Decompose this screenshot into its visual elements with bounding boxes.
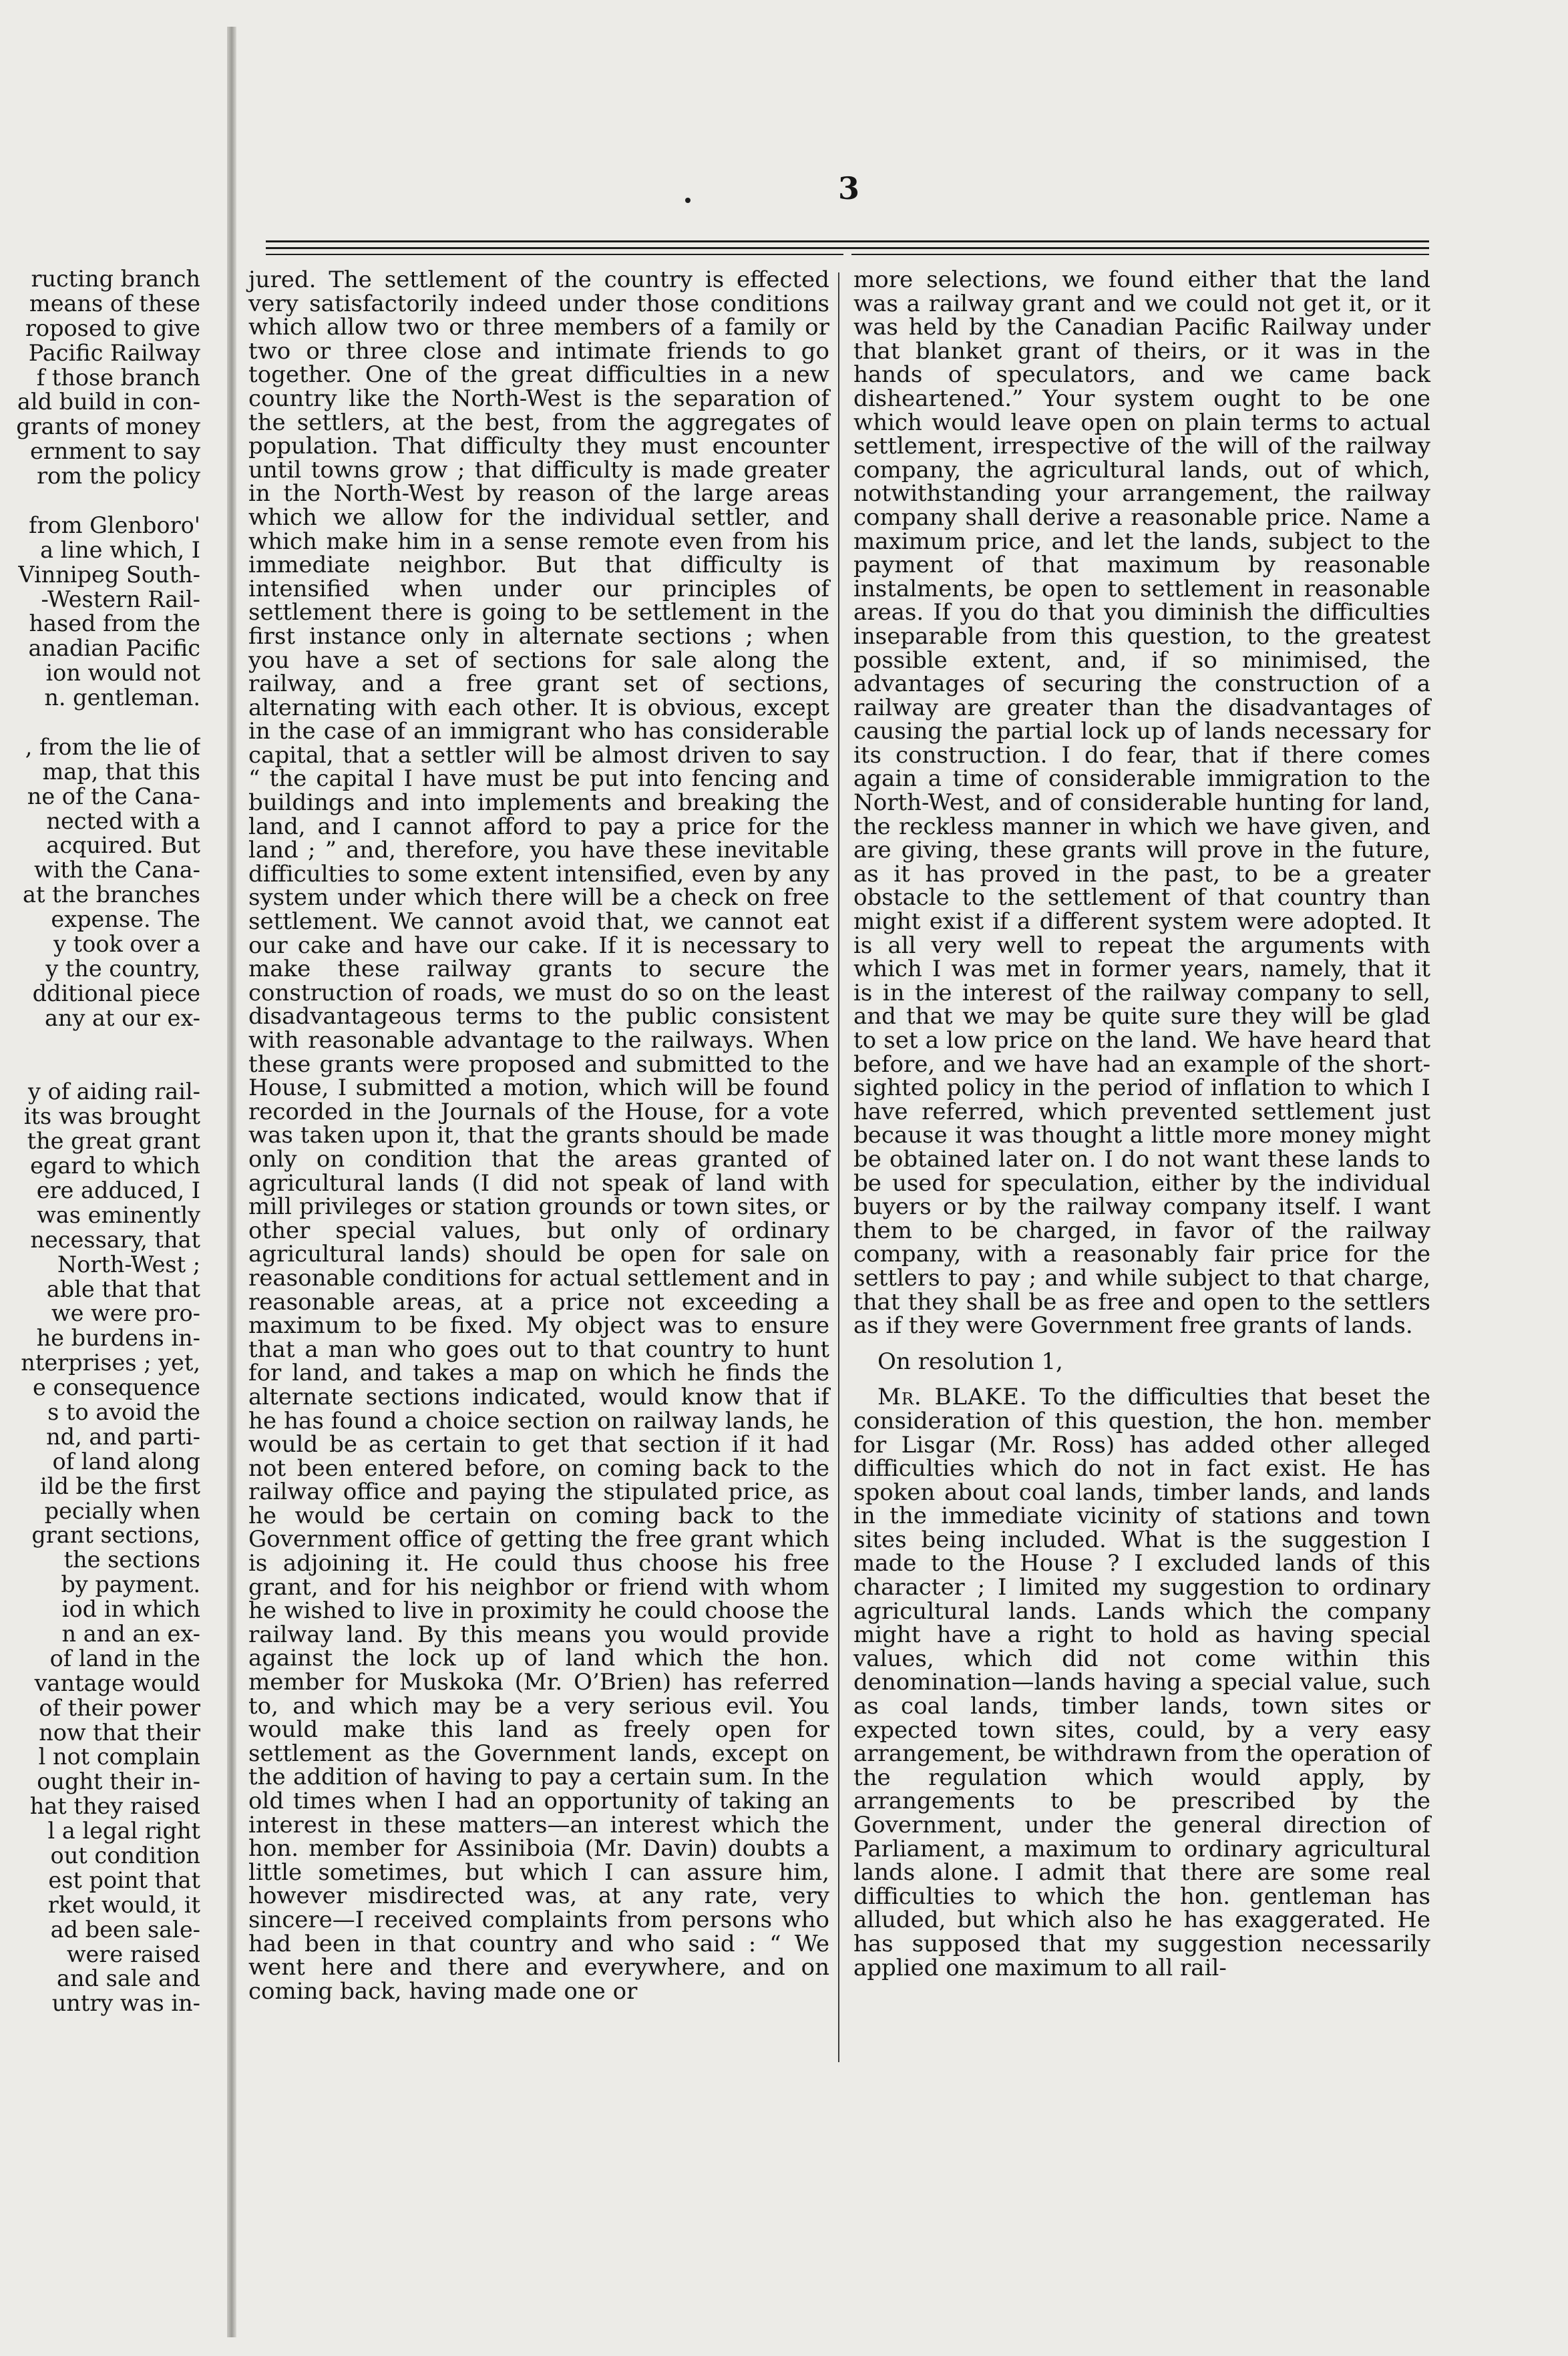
page-number: 3 [838, 170, 860, 206]
column-divider [838, 272, 839, 2062]
fragment-line: ald build in con- [17, 389, 200, 415]
fragment-line: y of aiding rail- [27, 1078, 200, 1105]
fragment-line: e consequence [32, 1374, 200, 1401]
fragment-line: map, that this [42, 758, 200, 785]
fragment-line: grant sections, [31, 1522, 200, 1549]
fragment-line: ild be the first [40, 1472, 200, 1499]
print-dot [685, 198, 691, 203]
fragment-line: egard to which [30, 1153, 200, 1179]
fragment-line: means of these [29, 290, 200, 317]
fragment-line: est point that [48, 1867, 200, 1893]
fragment-line: ought their in- [37, 1768, 200, 1795]
previous-page-column-fragment [0, 267, 200, 2070]
fragment-line: Pacific Railway [28, 339, 200, 366]
fragment-line: Vinnipeg South- [18, 561, 200, 588]
fragment-line: -Western Rail- [41, 586, 200, 612]
fragment-line: of their power [39, 1694, 200, 1721]
fragment-line: ne of the Cana- [27, 783, 200, 809]
fragment-line: s to avoid the [47, 1398, 200, 1425]
header-rule-left [266, 254, 843, 255]
fragment-line: nd, and parti- [46, 1423, 200, 1450]
fragment-line: y the country, [45, 955, 200, 982]
fragment-line: , from the lie of [25, 733, 200, 760]
fragment-line: hased from the [29, 610, 200, 637]
fragment-line: ad been sale- [50, 1916, 200, 1943]
fragment-line: were raised [66, 1941, 200, 1967]
fragment-line: its was brought [23, 1103, 200, 1130]
header-rule-top [266, 240, 1429, 242]
fragment-line: n. gentleman. [44, 684, 200, 711]
fragment-line: we were pro- [51, 1300, 200, 1327]
fragment-line: vantage would [34, 1670, 200, 1696]
fragment-gap [0, 489, 200, 514]
fragment-line: acquired. But [46, 832, 200, 859]
fragment-line: f those branch [36, 364, 200, 391]
body-paragraph: jured. The settlement of the country is effected very satisfactorily indeed under those conditions which allow two or three members of a family or two or three close and intimate friends to go together. One of the great difficulties in a new country like the North-West is the separation of the settlers, at the best, from the aggregates of population. That difficulty they must encounter until towns grow ; that difficulty is made greater in the North-West by reason of the large areas which we allow for the individual settler, and which make him in a sense remote even from his immediate neighbor. But that difficulty is intensified when under our principles of settlement there is going to be settlement in the first instance only in alternate sections ; when you have a set of sections for sale along the railway, and a free grant set of sections, alternating with each other. It is obvious, except in the case of an immigrant who has considerable capital, that a settler will be almost driven to say “ the capital I have must be put into fencing and buildings and into implements and breaking the land, and I cannot afford to pay a price for the land ; ” and, therefore, you have these inevitable difficulties to some extent intensified, even by any system under which there will be a check on free settlement. We cannot avoid that, we cannot eat our cake and have our cake. If it is necessary to make these railway grants to secure the construction of roads, we must do so on the least disadvantageous terms to the public consistent with reasonable advantage to the railways. When these grants were proposed and submitted to the House, I submitted a motion, which will be found recorded in the Journals of the House, for a vote was taken upon it, that the grants should be made only on condition that the areas granted of agricultural lands (I did not speak of land with mill privileges or station grounds or town sites, or other special values, but only of ordinary agricultural lands) should be open for sale on reasonable conditions for actual settlement and in reasonable areas, at a price not exceeding a maximum to be fixed. My object was to ensure that a man who goes out to that country to hunt for land, and takes a map on which he finds the alternate sections indicated, would know that if he has found a choice section on railway lands, he would be as certain to get that section if it had not been entered before, on coming back to the railway office and paying the stipulated price, as he would be certain on coming back to the Government office of getting the free grant which is adjoining it. He could thus choose his free grant, and for his neighbor or friend with whom he wished to live in proximity he could choose the railway land. By this means you would provide against the lock up of land which the hon. member for Muskoka (Mr. O’Brien) has referred to, and which may be a very serious evil. You would make this land as freely open for settlement as the Government lands, except on the addition of having to pay a certain sum. In the old times when I had an opportunity of taking an interest in these matters—an interest which the hon. member for Assiniboia (Mr. Davin) doubts a little sometimes, but which I can assure him, however misdirected was, at any rate, very sincere—I received complaints from persons who had been in that country and who said : “ We went here and there and everywhere, and on coming back, having made one or [248, 266, 829, 2005]
fragment-line: y took over a [53, 931, 200, 958]
fragment-line: ernment to say [29, 438, 200, 465]
fragment-line: now that their [39, 1719, 200, 1746]
fragment-gap [0, 711, 200, 735]
fragment-line: dditional piece [32, 980, 200, 1006]
fragment-line: out condition [50, 1842, 200, 1869]
fragment-line: rket would, it [47, 1891, 200, 1918]
text-column-right [853, 268, 1430, 1980]
fragment-line: roposed to give [25, 315, 200, 341]
fragment-line: and sale and [57, 1965, 200, 1992]
fragment-line: rom the policy [37, 463, 200, 489]
fragment-gap [0, 1031, 200, 1056]
fragment-line: at the branches [23, 881, 200, 908]
fragment-line: pecially when [44, 1497, 200, 1524]
fragment-line: iod in which [61, 1596, 200, 1623]
speaker-name: Mr. BLAKE. [877, 1384, 1028, 1411]
fragment-line: the great grant [27, 1128, 200, 1155]
text-column-left [248, 268, 829, 2003]
fragment-line: n and an ex- [61, 1620, 200, 1647]
fragment-line: he burdens in- [36, 1325, 200, 1352]
fragment-line: untry was in- [51, 1990, 200, 2017]
fragment-line: the sections [63, 1547, 200, 1573]
speech-paragraph [853, 1386, 1430, 1980]
fragment-line: able that that [46, 1275, 200, 1302]
fragment-line: by payment. [61, 1571, 200, 1598]
speech-text: To the difficulties that beset the consideration of this question, the hon. member for Lisgar (Mr. Ross) has added other alleged difficulties which do not in fact exist. He has spoken about coal lands, timber lands, and lands in the immediate vicinity of stations and town sites being included. What is the suggestion I made to the House ? I excluded lands of this character ; I limited my suggestion to ordinary agricultural lands. Lands which the company might have a right to hold as having special values, which did not come within this denomination—lands having a special value, such as coal lands, timber lands, town sites or expected town sites, could, by a very easy arrangement, be withdrawn from the operation of the regulation which would apply, by arrangements to be prescribed by the Government, under the general direction of Parliament, a maximum to ordinary agricultural lands alone. I admit that there are some real difficulties to which the hon. gentleman has alluded, but which also he has exaggerated. He has supposed that my suggestion necessarily applied one maximum to all rail- [853, 1384, 1431, 1981]
fragment-line: necessary, that [30, 1226, 200, 1253]
fragment-line: l not complain [38, 1744, 200, 1770]
fragment-line: of land along [52, 1448, 200, 1475]
fragment-line: ructing branch [31, 267, 200, 292]
fragment-line: nected with a [46, 807, 200, 834]
fragment-line: North-West ; [57, 1251, 200, 1278]
fragment-line: hat they raised [29, 1793, 200, 1820]
fragment-line: anadian Pacific [28, 635, 200, 662]
fragment-line: any at our ex- [44, 1004, 200, 1031]
page-gutter-shadow [227, 27, 236, 2337]
header-rule-middle [266, 247, 1429, 249]
fragment-line: with the Cana- [33, 857, 200, 884]
fragment-gap [0, 1056, 200, 1081]
fragment-line: nterprises ; yet, [21, 1350, 200, 1376]
fragment-line: ion would not [45, 660, 200, 686]
fragment-line: from Glenboro' [29, 512, 200, 538]
fragment-line: l a legal right [47, 1818, 200, 1844]
fragment-line: of land in the [49, 1645, 200, 1672]
resolution-heading: On resolution 1, [877, 1348, 1063, 1375]
fragment-line: was eminently [37, 1201, 200, 1228]
fragment-line: expense. The [51, 906, 200, 933]
fragment-line: a line which, I [40, 536, 200, 563]
body-paragraph: more selections, we found either that the land was a railway grant and we could not get it, or it was held by the Canadian Pacific Railway under that blanket grant of theirs, or it was in the hands of speculators, and we came back disheartened.” Your system ought to be one which would leave open on plain terms to actual settlement, irrespective of the will of the railway company, the agricultural lands, out of which, notwithstanding your arrangement, the railway company shall derive a reasonable price. Name a maximum price, and let the lands, subject to the payment of that maximum by reasonable instalments, be open to settlement in reasonable areas. If you do that you diminish the difficulties inseparable from this question, to the greatest possible extent, and, if so minimised, the advantages of securing the construction of a railway are greater than the disadvantages of causing the partial lock up of lands necessary for its construction. I do fear, that if there comes again a time of considerable immigration to the North-West, and of considerable hunting for land, the reckless manner in which we have given, and are giving, these grants will prove in the future, as it has proved in the past, to be a greater obstacle to the settlement of that country than might exist if a different system were adopted. It is all very well to repeat the arguments with which I was met in former years, namely, that it is in the interest of the railway company to sell, and that we may be quite sure they will be glad to set a low price on the land. We have heard that before, and we have had an example of the short-sighted policy in the period of inflation to which I have referred, which prevented settlement just because it was thought a little more money might be obtained later on. I do not want these lands to be used for speculation, either by the individual buyers or by the railway company itself. I want them to be charged, in favor of the railway company, with a reasonably fair price for the settlers to pay ; and while subject to that charge, that they shall be as free and open to the settlers as if they were Government free grants of lands. [853, 266, 1430, 1340]
fragment-line: grants of money [16, 413, 200, 440]
fragment-line: ere adduced, I [36, 1177, 200, 1203]
header-rule-right [851, 254, 1429, 255]
